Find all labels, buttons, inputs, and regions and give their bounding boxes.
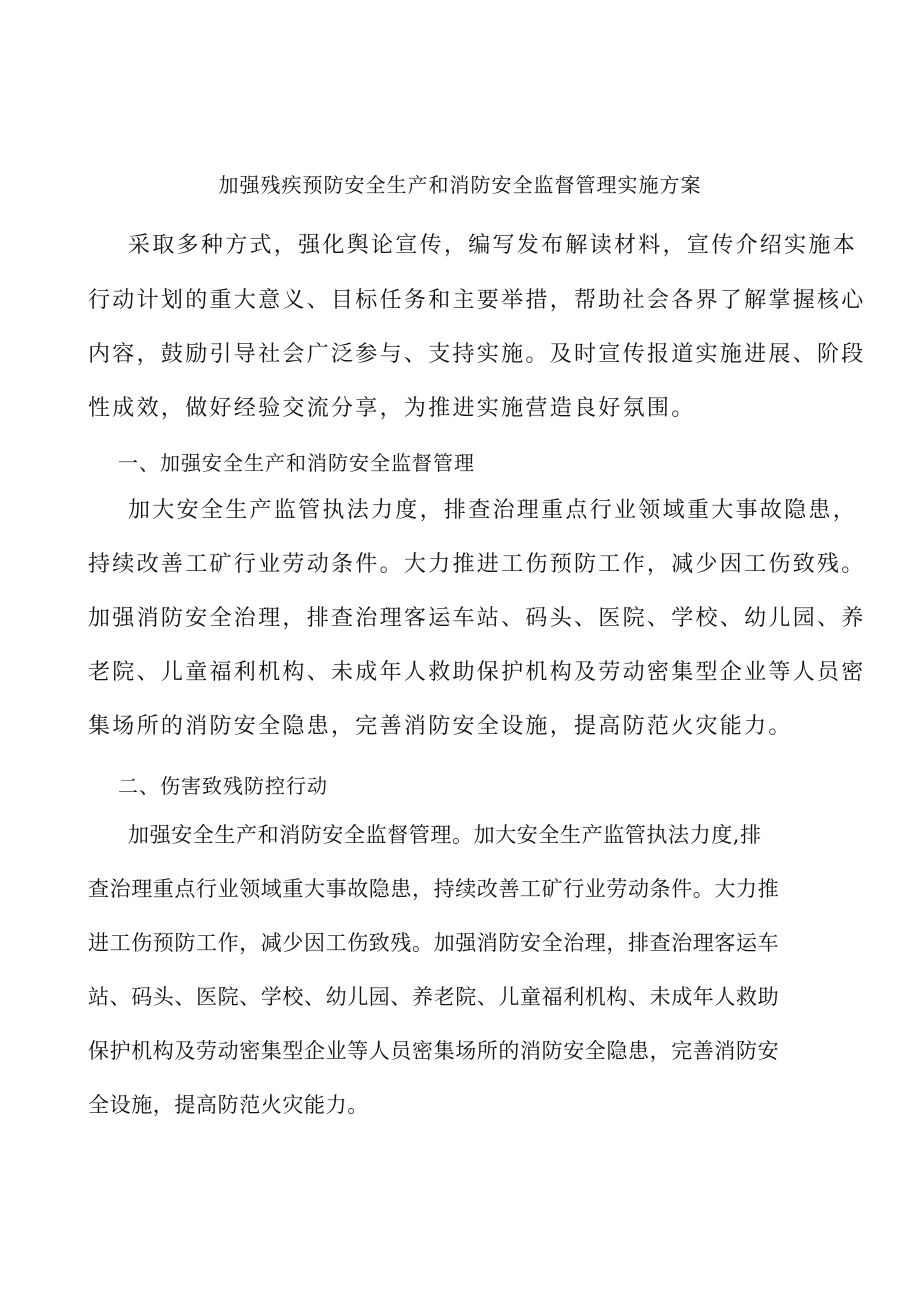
paragraph-line: 站、码头、医院、学校、幼儿园、养老院、儿童福利机构、未成年人救助 (88, 985, 780, 1009)
section-heading: 二、伤害致残防控行动 (118, 774, 328, 798)
paragraph-line: 查治理重点行业领域重大事故隐患，持续改善工矿行业劳动条件。大力推 (88, 877, 780, 901)
paragraph-line: 进工伤预防工作，减少因工伤致残。加强消防安全治理，排查治理客运车 (88, 931, 780, 955)
paragraph-line: 采取多种方式，强化舆论宣传，编写发布解读材料，宣传介绍实施本 (128, 233, 858, 258)
paragraph-line: 内容，鼓励引导社会广泛参与、支持实施。及时宣传报道实施进展、阶段 (88, 342, 866, 367)
paragraph-line: 加强安全生产和消防安全监督管理。加大安全生产监管执法力度,排 (128, 823, 762, 847)
paragraph-line: 集场所的消防安全隐患，完善消防安全设施，提高防范火灾能力。 (88, 714, 793, 739)
paragraph-line: 行动计划的重大意义、目标任务和主要举措，帮助社会各界了解掌握核心 (88, 288, 866, 313)
paragraph-line: 加大安全生产监管执法力度，排查治理重点行业领域重大事故隐患， (128, 498, 858, 523)
paragraph-line: 持续改善工矿行业劳动条件。大力推进工伤预防工作，减少因工伤致残。 (88, 552, 866, 577)
paragraph-line: 老院、儿童福利机构、未成年人救助保护机构及劳动密集型企业等人员密 (88, 660, 866, 685)
paragraph-line: 保护机构及劳动密集型企业等人员密集场所的消防安全隐患，完善消防安 (88, 1039, 780, 1063)
document-title: 加强残疾预防安全生产和消防安全监督管理实施方案 (218, 173, 702, 197)
paragraph-line: 全设施，提高防范火灾能力。 (88, 1093, 369, 1117)
paragraph-line: 加强消防安全治理，排查治理客运车站、码头、医院、学校、幼儿园、养 (88, 606, 866, 631)
section-heading: 一、加强安全生产和消防安全监督管理 (118, 451, 475, 475)
paragraph-line: 性成效，做好经验交流分享，为推进实施营造良好氛围。 (88, 396, 696, 421)
